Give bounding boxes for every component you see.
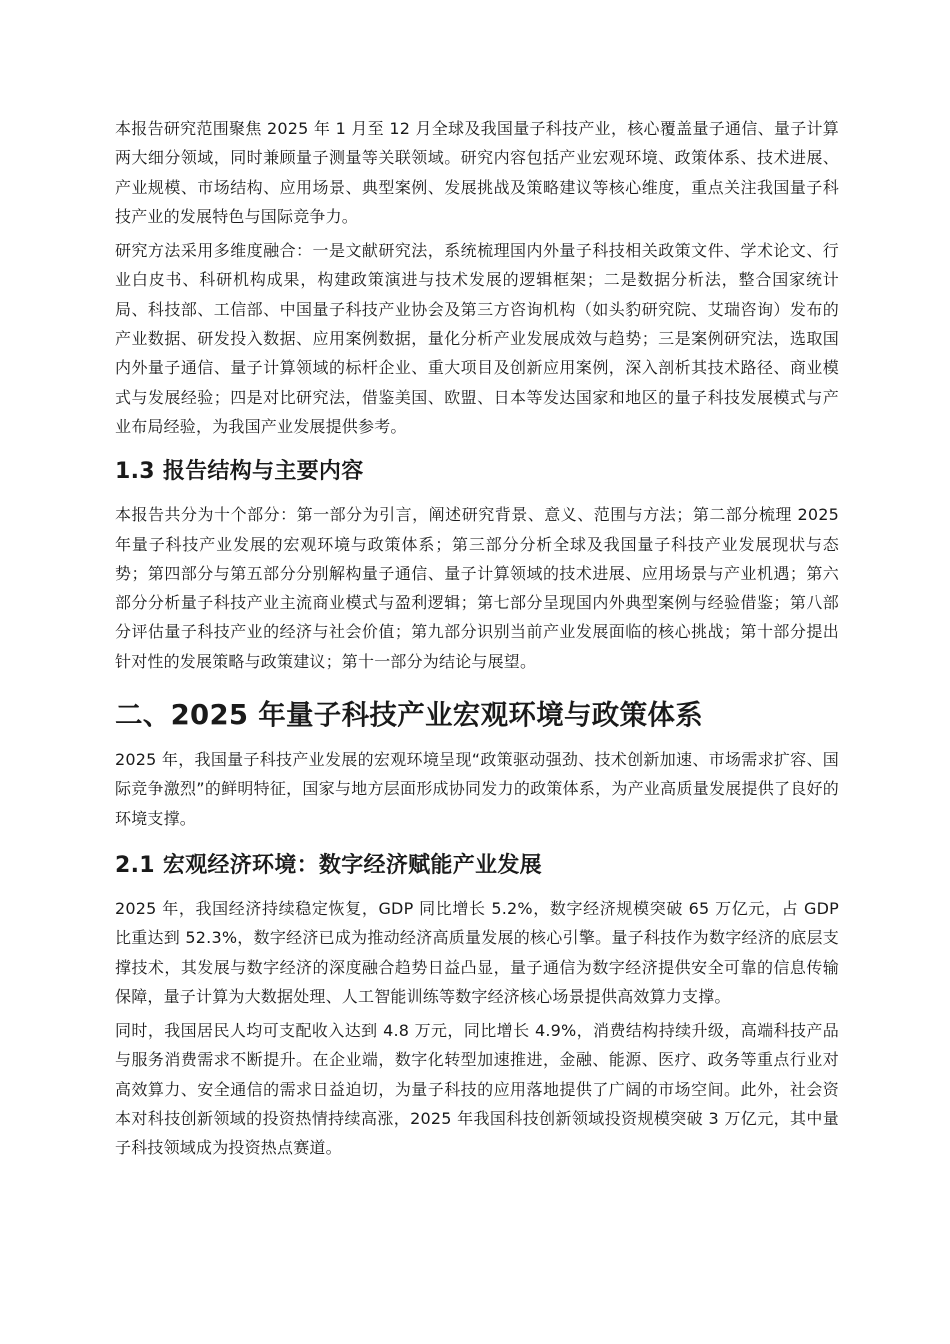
heading-2-1: 2.1 宏观经济环境：数字经济赋能产业发展	[115, 852, 542, 878]
document-page	[115, 114, 839, 1168]
heading-1-3: 1.3 报告结构与主要内容	[115, 459, 364, 485]
paragraph-research-methods: 研究方法采用多维度融合：一是文献研究法，系统梳理国内外量子科技相关政策文件、学术论文、行业白皮书、科研机构成果，构建政策演进与技术发展的逻辑框架；二是数据分析法，整合国家统计局、科技部、工信部、中国量子科技产业协会及第三方咨询机构（如头豹研究院、艾瑞咨询）发布的产业数据、研发投入数据、应用案例数据，量化分析产业发展成效与趋势；三是案例研究法，选取国内外量子通信、量子计算领域的标杆企业、重大项目及创新应用案例，深入剖析其技术路径、商业模式与发展经验；四是对比研究法，借鉴美国、欧盟、日本等发达国家和地区的量子科技发展模式与产业布局经验，为我国产业发展提供参考。	[115, 241, 839, 436]
heading-section-2: 二、2025 年量子科技产业宏观环境与政策体系	[115, 699, 704, 732]
paragraph-macro-economy: 2025 年，我国经济持续稳定恢复，GDP 同比增长 5.2%，数字经济规模突破 65 万亿元，占 GDP 比重达到 52.3%，数字经济已成为推动经济高质量发展的核心引擎。量子科技作为数字经济的底层支撑技术，其发展与数字经济的深度融合趋势日益凸显，量子通信为数字经济提供安全可靠的信息传输保障，量子计算为大数据处理、人工智能训练等数字经济核心场景提供高效算力支撑。	[115, 898, 839, 1006]
paragraph-research-scope: 本报告研究范围聚焦 2025 年 1 月至 12 月全球及我国量子科技产业，核心覆盖量子通信、量子计算两大细分领域，同时兼顾量子测量等关联领域。研究内容包括产业宏观环境、政策体系、技术进展、产业规模、市场结构、应用场景、典型案例、发展挑战及策略建议等核心维度，重点关注我国量子科技产业的发展特色与国际竞争力。	[115, 119, 839, 226]
paragraph-report-structure: 本报告共分为十个部分：第一部分为引言，阐述研究背景、意义、范围与方法；第二部分梳理 2025 年量子科技产业发展的宏观环境与政策体系；第三部分分析全球及我国量子科技产业发展现状与态势；第四部分与第五部分分别解构量子通信、量子计算领域的技术进展、应用场景与产业机遇；第六部分分析量子科技产业主流商业模式与盈利逻辑；第七部分呈现国内外典型案例与经验借鉴；第八部分评估量子科技产业的经济与社会价值；第九部分识别当前产业发展面临的核心挑战；第十部分提出针对性的发展策略与政策建议；第十一部分为结论与展望。	[115, 505, 839, 671]
paragraph-consumption-investment: 同时，我国居民人均可支配收入达到 4.8 万元，同比增长 4.9%，消费结构持续升级，高端科技产品与服务消费需求不断提升。在企业端，数字化转型加速推进，金融、能源、医疗、政务等重点行业对高效算力、安全通信的需求日益迫切，为量子科技的应用落地提供了广阔的市场空间。此外，社会资本对科技创新领域的投资热情持续高涨，2025 年我国科技创新领域投资规模突破 3 万亿元，其中量子科技领域成为投资热点赛道。	[115, 1021, 839, 1158]
paragraph-macro-intro: 2025 年，我国量子科技产业发展的宏观环境呈现“政策驱动强劲、技术创新加速、市场需求扩容、国际竞争激烈”的鲜明特征，国家与地方层面形成协同发力的政策体系，为产业高质量发展提供了良好的环境支撑。	[115, 750, 839, 828]
